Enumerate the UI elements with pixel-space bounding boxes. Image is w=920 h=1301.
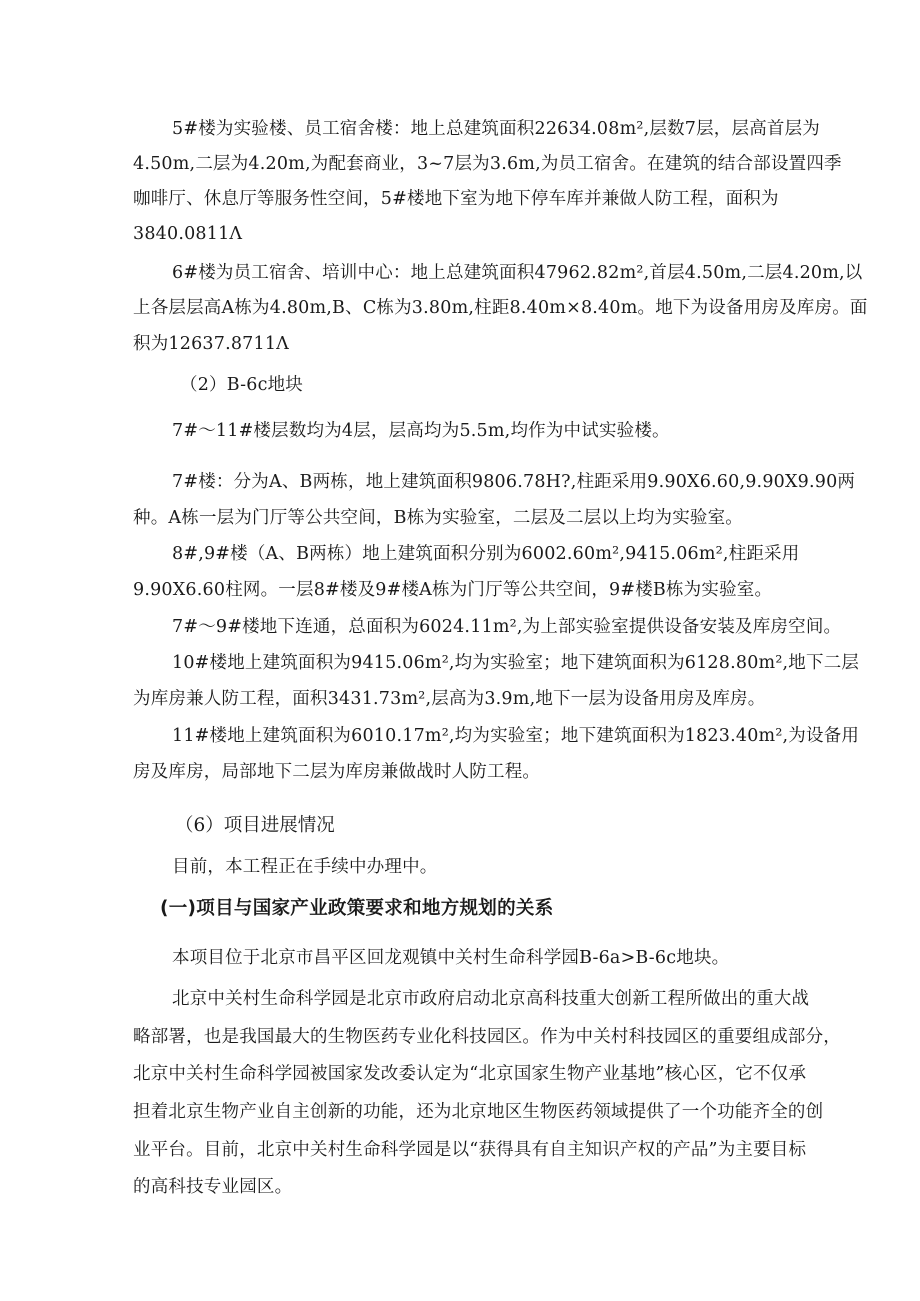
para-bldg11-line2: 房及库房，局部地下二层为库房兼做战时人防工程。 — [133, 762, 541, 782]
para-bldg5-line3: 咖啡厅、休息厅等服务性空间，5#楼地下室为地下停车库并兼做人防工程，面积为 — [133, 189, 779, 209]
para-bldg7-line1: 7#楼：分为A、B两栋，地上建筑面积9806.78H?,柱距采用9.90X6.60,9.90X9.90两 — [172, 472, 856, 492]
para-underground: 7#～9#楼地下连通，总面积为6024.11m²,为上部实验室提供设备安装及库房空间。 — [172, 617, 842, 637]
para-bldg5-line4: 3840.0811Λ — [133, 224, 243, 244]
para-bldg7-11: 7#～11#楼层数均为4层，层高均为5.5m,均作为中试实验楼。 — [172, 421, 670, 441]
para-bldg89-line1: 8#,9#楼（A、B两栋）地上建筑面积分别为6002.60m²,9415.06m²,柱距采用 — [172, 544, 800, 564]
para-bldg89-line2: 9.90X6.60柱网。一层8#楼及9#楼A栋为门厅等公共空间，9#楼B栋为实验室。 — [133, 580, 773, 600]
para-bldg6-line2: 上各层层高A栋为4.80m,B、C栋为3.80m,柱距8.40m×8.40m。地下为设备用房及库房。面 — [133, 298, 868, 318]
para-bldg7-line2: 种。A栋一层为门厅等公共空间，B栋为实验室，二层及二层以上均为实验室。 — [133, 508, 743, 528]
para-bldg6-line3: 积为12637.8711Λ — [133, 334, 290, 354]
para-bldg10-line1: 10#楼地上建筑面积为9415.06m²,均为实验室；地下建筑面积为6128.80m²,地下二层 — [172, 653, 860, 673]
para-bldg11-line1: 11#楼地上建筑面积为6010.17m²,均为实验室；地下建筑面积为1823.40m²,为设备用 — [172, 726, 860, 746]
para-park-line3: 北京中关村生命科学园被国家发改委认定为“北京国家生物产业基地”核心区，它不仅承 — [133, 1064, 807, 1084]
para-bldg10-line2: 为库房兼人防工程，面积3431.73m²,层高为3.9m,地下一层为设备用房及库房。 — [133, 689, 766, 709]
subheading-b6c: （2）B-6c地块 — [180, 375, 303, 395]
para-park-line1: 北京中关村生命科学园是北京市政府启动北京高科技重大创新工程所做出的重大战 — [172, 989, 810, 1009]
para-progress: 目前，本工程正在手续中办理中。 — [172, 857, 438, 877]
section-heading-progress: （6）项目进展情况 — [175, 815, 335, 836]
para-park-line5: 业平台。目前，北京中关村生命科学园是以“获得具有自主知识产权的产品”为主要目标 — [133, 1140, 807, 1160]
para-bldg5-line2: 4.50m,二层为4.20m,为配套商业，3~7层为3.6m,为员工宿舍。在建筑的结合部设置四季 — [133, 154, 842, 174]
para-bldg5-line1: 5#楼为实验楼、员工宿舍楼：地上总建筑面积22634.08m²,层数7层，层高首层为 — [172, 119, 821, 139]
para-park-line4: 担着北京生物产业自主创新的功能，还为北京地区生物医药领域提供了一个功能齐全的创 — [133, 1102, 824, 1122]
para-park-line2: 略部署，也是我国最大的生物医药专业化科技园区。作为中关村科技园区的重要组成部分， — [133, 1027, 841, 1047]
para-location: 本项目位于北京市昌平区回龙观镇中关村生命科学园B-6a>B-6c地块。 — [172, 948, 730, 968]
para-park-line6: 的高科技专业园区。 — [133, 1177, 293, 1197]
section-heading-policy: (一)项目与国家产业政策要求和地方规划的关系 — [160, 898, 554, 919]
para-bldg6-line1: 6#楼为员工宿舍、培训中心：地上总建筑面积47962.82m²,首层4.50m,二层4.20m,以 — [172, 263, 863, 283]
